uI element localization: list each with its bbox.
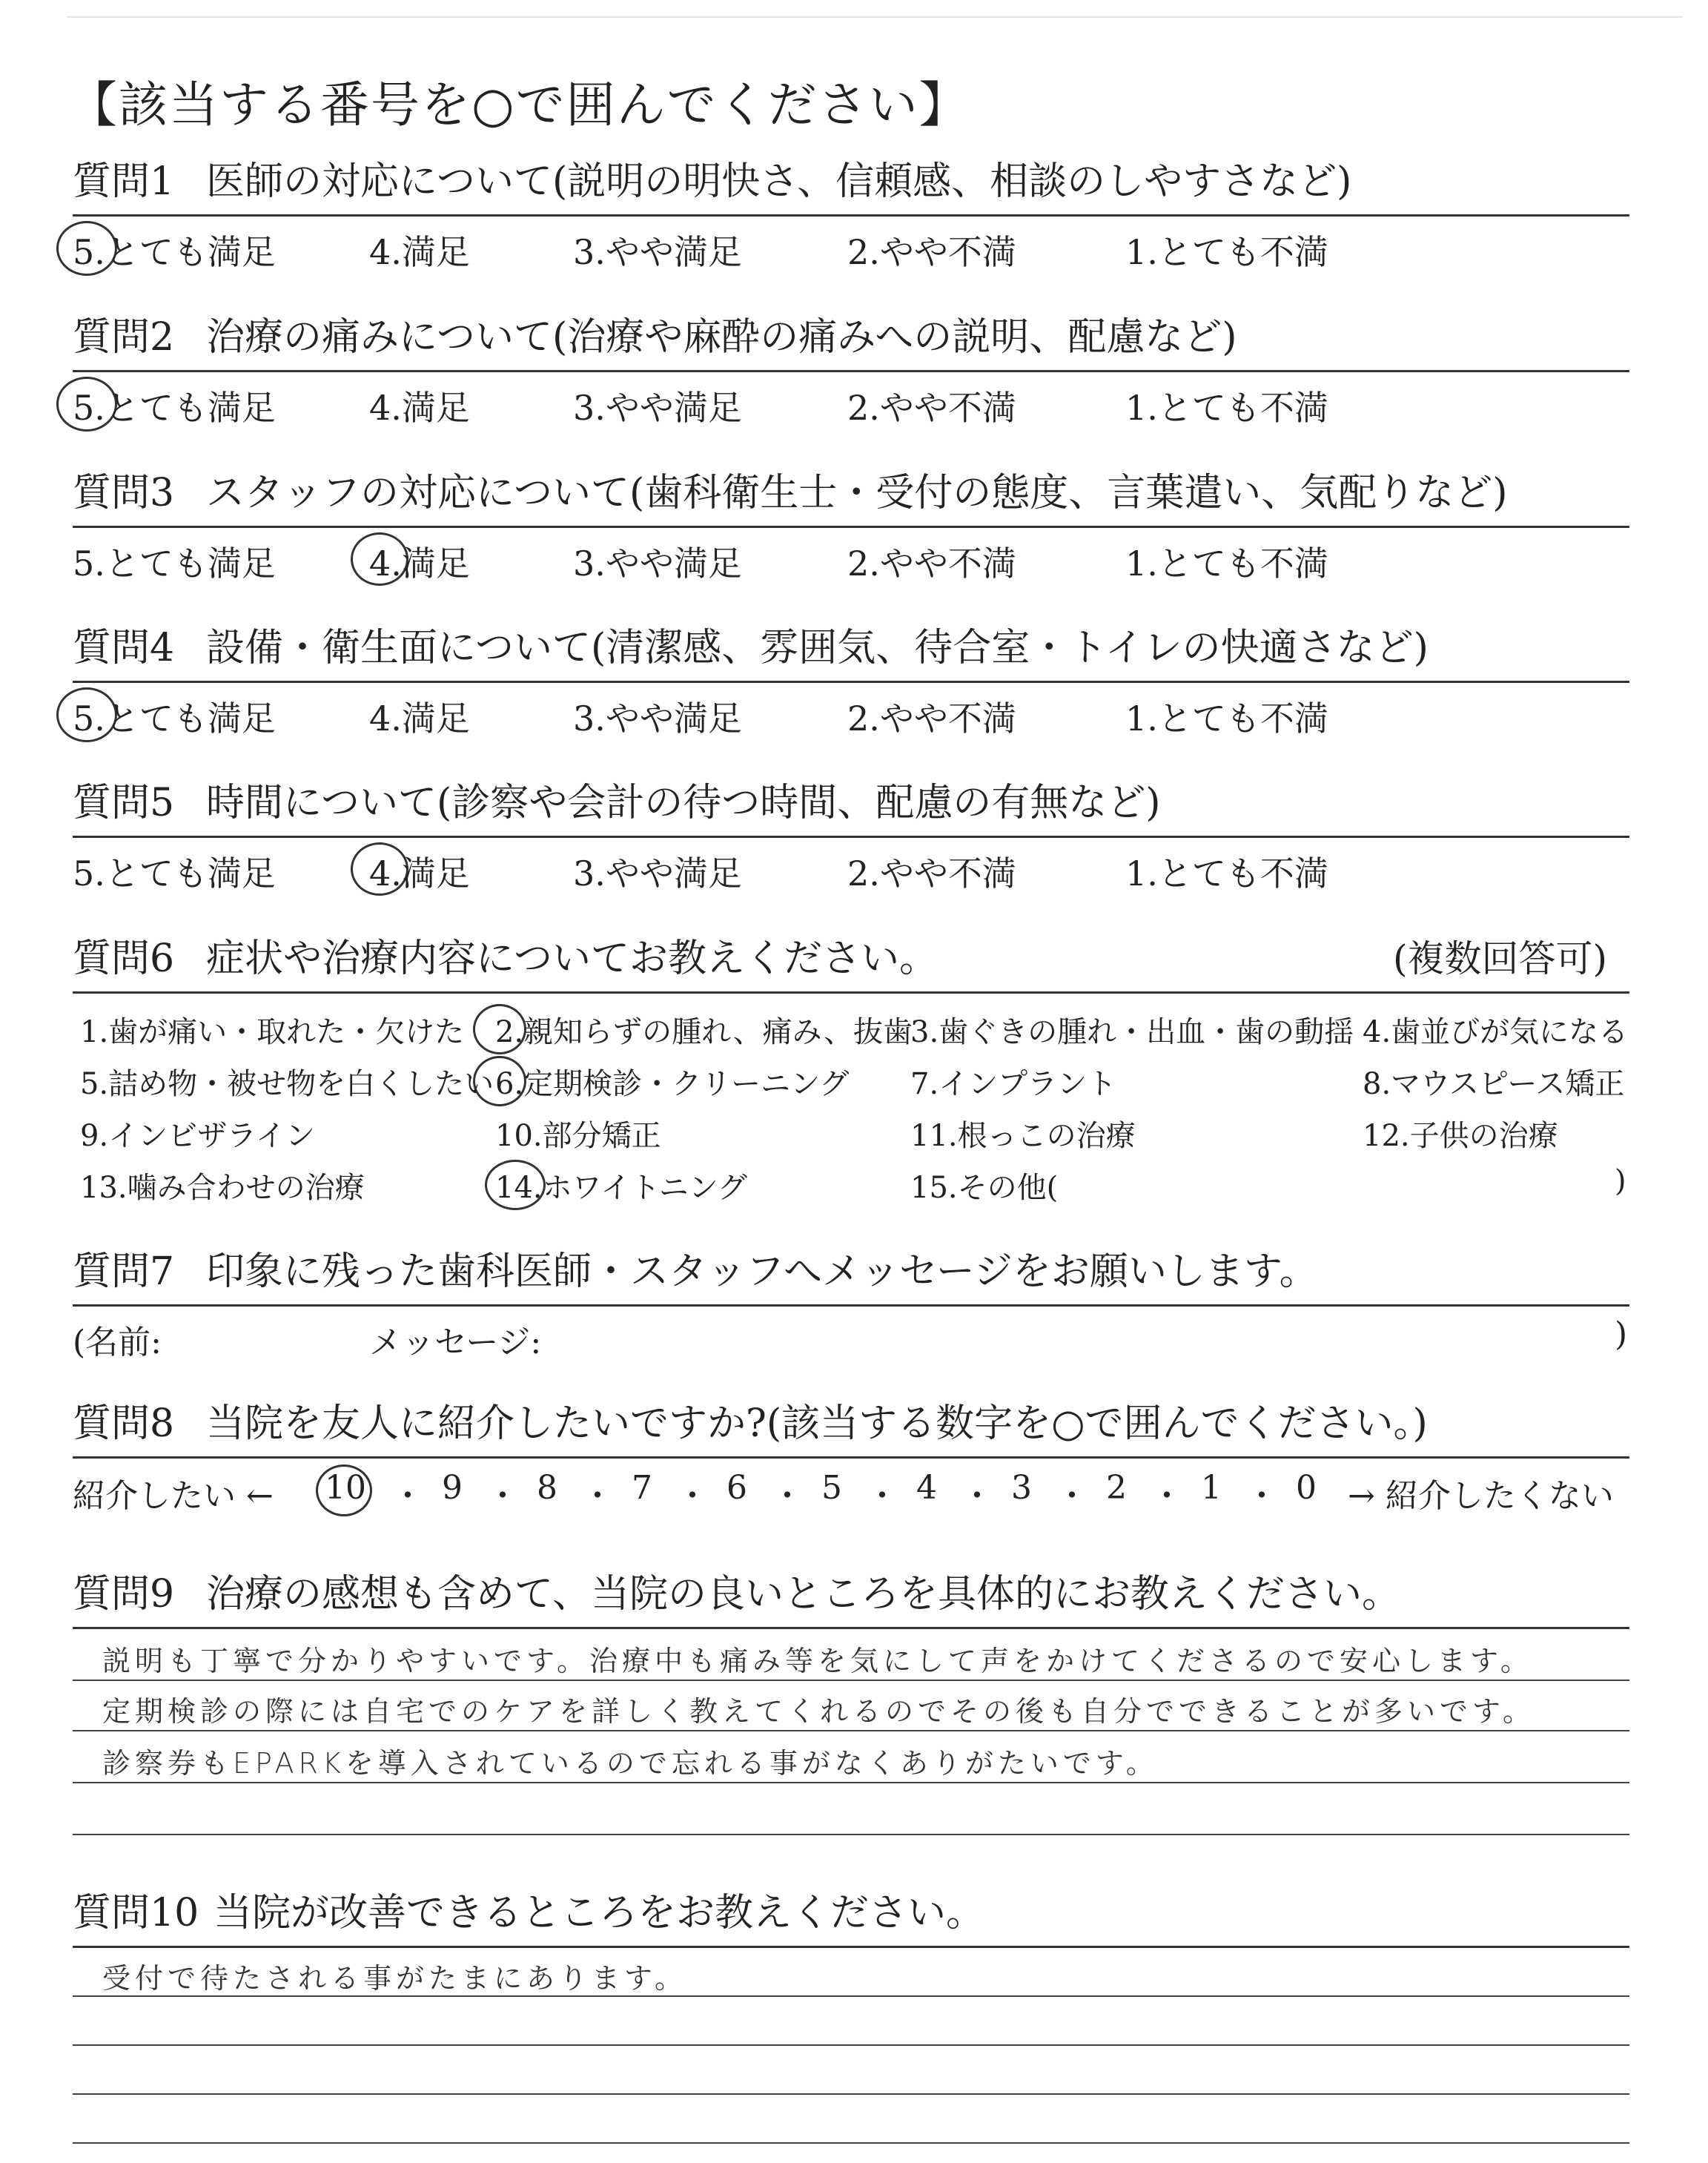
top-rule xyxy=(67,16,1683,18)
option-5[interactable]: 5.とても満足 xyxy=(73,388,276,428)
ruled-line xyxy=(73,1730,1629,1731)
option-2[interactable]: 2.やや不満 xyxy=(847,232,1016,272)
option-2[interactable]: 2.やや不満 xyxy=(847,699,1016,739)
question-text: 症状や治療内容についてお教えください。 xyxy=(206,937,938,981)
question-number: 質問9 xyxy=(73,1572,175,1617)
option-2[interactable]: 2.やや不満 xyxy=(847,544,1016,584)
question-header xyxy=(73,1394,1629,1459)
symptom-option[interactable]: 3.歯ぐきの腫れ・出血・歯の動揺 xyxy=(910,1015,1354,1049)
symptom-option[interactable]: 12.子供の治療 xyxy=(1363,1119,1558,1153)
scale-1[interactable]: 1 xyxy=(1201,1469,1222,1507)
symptom-option[interactable]: 10.部分矯正 xyxy=(495,1119,661,1153)
scale-dot: ・ xyxy=(1245,1477,1278,1515)
option-3[interactable]: 3.やや満足 xyxy=(573,232,742,272)
scale-5[interactable]: 5 xyxy=(821,1469,842,1507)
form-title: 【該当する番号を○で囲んでください】 xyxy=(68,76,970,133)
question-header xyxy=(73,1565,1629,1629)
symptom-option[interactable]: 2.親知らずの腫れ、痛み、抜歯 xyxy=(495,1015,913,1049)
option-1[interactable]: 1.とても不満 xyxy=(1125,853,1328,894)
scale-dot: ・ xyxy=(1151,1477,1183,1515)
question-text: 印象に残った歯科医師・スタッフへメッセージをお願いします。 xyxy=(206,1249,1318,1294)
scale-8[interactable]: 8 xyxy=(537,1469,557,1507)
handwritten-answer-line: 定期検診の際には自宅でのケアを詳しく教えてくれるのでその後も自分でできることが多いです。 xyxy=(102,1695,1535,1728)
ruled-line xyxy=(73,1680,1629,1681)
question-header xyxy=(73,1242,1629,1307)
option-3[interactable]: 3.やや満足 xyxy=(573,699,742,739)
question-header xyxy=(73,152,1629,217)
question-1 xyxy=(73,152,1629,272)
question-number: 質問1 xyxy=(73,159,175,204)
question-3 xyxy=(73,463,1629,584)
question-8 xyxy=(73,1394,1629,1515)
option-1[interactable]: 1.とても不満 xyxy=(1125,388,1328,428)
symptom-option[interactable]: 1.歯が痛い・取れた・欠けた xyxy=(80,1015,465,1049)
message-label: メッセージ: xyxy=(369,1324,542,1361)
question-5 xyxy=(73,773,1629,894)
question-number: 質問2 xyxy=(73,315,175,360)
symptom-option[interactable]: 9.インビザライン xyxy=(80,1119,315,1153)
scale-9[interactable]: 9 xyxy=(442,1469,463,1507)
question-text: 治療の感想も含めて、当院の良いところを具体的にお教えください。 xyxy=(206,1572,1400,1617)
scale-dot: ・ xyxy=(581,1477,614,1515)
option-3[interactable]: 3.やや満足 xyxy=(573,544,742,584)
scale-dot: ・ xyxy=(771,1477,804,1515)
handwritten-answer-line: 受付で待たされる事がたまにあります。 xyxy=(102,1962,687,1995)
question-text: 時間について(診察や会計の待つ時間、配慮の有無など) xyxy=(206,781,1161,825)
symptom-option[interactable]: 14.ホワイトニング xyxy=(495,1171,748,1205)
scale-dot: ・ xyxy=(391,1477,424,1515)
option-5[interactable]: 5.とても満足 xyxy=(73,232,276,272)
rating-options xyxy=(73,528,1629,584)
symptom-option[interactable]: 11.根っこの治療 xyxy=(910,1119,1136,1153)
scale-10[interactable]: 10 xyxy=(325,1469,366,1507)
question-header xyxy=(73,463,1629,528)
question-number: 質問10 xyxy=(73,1891,199,1935)
scale-dot: ・ xyxy=(676,1477,709,1515)
option-2[interactable]: 2.やや不満 xyxy=(847,853,1016,894)
answer-area xyxy=(73,1948,1629,2163)
rating-options xyxy=(73,217,1629,272)
question-number: 質問4 xyxy=(73,626,175,670)
message-close-paren: ) xyxy=(1615,1315,1628,1353)
question-header xyxy=(73,308,1629,372)
scale-6[interactable]: 6 xyxy=(726,1469,747,1507)
ruled-line xyxy=(73,2044,1629,2046)
other-close-paren: ) xyxy=(1615,1164,1626,1198)
question-9 xyxy=(73,1565,1629,1926)
question-text: 当院を友人に紹介したいですか?(該当する数字を○で囲んでください。) xyxy=(206,1401,1428,1446)
symptom-option-other[interactable]: 15.その他( xyxy=(910,1171,1059,1205)
symptom-option[interactable]: 13.噛み合わせの治療 xyxy=(80,1171,365,1205)
option-4[interactable]: 4.満足 xyxy=(369,853,470,894)
scale-2[interactable]: 2 xyxy=(1106,1469,1127,1507)
option-4[interactable]: 4.満足 xyxy=(369,232,470,272)
handwritten-answer-line: 診察券もEPARKを導入されているので忘れる事がなくありがたいです。 xyxy=(102,1747,1159,1780)
symptom-option[interactable]: 5.詰め物・被せ物を白くしたい xyxy=(80,1067,494,1101)
scale-dot: ・ xyxy=(486,1477,519,1515)
scale-dot: ・ xyxy=(961,1477,993,1515)
multiple-answers-note: (複数回答可) xyxy=(1392,937,1607,980)
question-6 xyxy=(73,929,1629,1209)
scale-dot: ・ xyxy=(1056,1477,1088,1515)
symptom-option[interactable]: 6.定期検診・クリーニング xyxy=(495,1067,850,1101)
scale-dot: ・ xyxy=(866,1477,898,1515)
question-text: スタッフの対応について(歯科衛生士・受付の態度、言葉遣い、気配りなど) xyxy=(206,471,1508,515)
question-text: 設備・衛生面について(清潔感、雰囲気、待合室・トイレの快適さなど) xyxy=(206,626,1429,670)
question-number: 質問7 xyxy=(73,1249,175,1294)
message-row xyxy=(73,1307,1629,1361)
symptom-option[interactable]: 8.マウスピース矯正 xyxy=(1363,1067,1625,1101)
scale-right-label: → 紹介したくない xyxy=(1348,1477,1614,1515)
option-1[interactable]: 1.とても不満 xyxy=(1125,232,1328,272)
handwritten-answer-line: 説明も丁寧で分かりやすいです。治療中も痛み等を気にして声をかけてくださるので安心します。 xyxy=(102,1645,1533,1677)
option-3[interactable]: 3.やや満足 xyxy=(573,853,742,894)
symptom-options xyxy=(73,994,1629,1209)
symptom-option[interactable]: 7.インプラント xyxy=(910,1067,1117,1101)
recommend-scale xyxy=(73,1459,1629,1515)
option-1[interactable]: 1.とても不満 xyxy=(1125,699,1328,739)
question-number: 質問8 xyxy=(73,1401,175,1446)
name-label: (名前: xyxy=(73,1324,162,1361)
option-3[interactable]: 3.やや満足 xyxy=(573,388,742,428)
option-4[interactable]: 4.満足 xyxy=(369,388,470,428)
question-number: 質問6 xyxy=(73,937,175,981)
symptom-option[interactable]: 4.歯並びが気になる xyxy=(1363,1015,1629,1049)
rating-options xyxy=(73,838,1629,894)
ruled-line xyxy=(73,1782,1629,1783)
question-header xyxy=(73,929,1629,994)
question-4 xyxy=(73,618,1629,739)
question-7 xyxy=(73,1242,1629,1361)
option-5[interactable]: 5.とても満足 xyxy=(73,544,276,584)
scale-0[interactable]: 0 xyxy=(1296,1469,1317,1507)
option-2[interactable]: 2.やや不満 xyxy=(847,388,1016,428)
scale-left-label: 紹介したい ← xyxy=(73,1477,274,1515)
question-text: 当院が改善できるところをお教えください。 xyxy=(214,1891,985,1935)
option-5[interactable]: 5.とても満足 xyxy=(73,699,276,739)
question-text: 医師の対応について(説明の明快さ、信頼感、相談のしやすさなど) xyxy=(206,159,1352,204)
question-number: 質問5 xyxy=(73,781,175,825)
question-header xyxy=(73,618,1629,683)
question-header xyxy=(73,773,1629,838)
scale-3[interactable]: 3 xyxy=(1011,1469,1032,1507)
option-4[interactable]: 4.満足 xyxy=(369,544,470,584)
option-1[interactable]: 1.とても不満 xyxy=(1125,544,1328,584)
option-5[interactable]: 5.とても満足 xyxy=(73,853,276,894)
ruled-line xyxy=(73,1834,1629,1835)
ruled-line xyxy=(73,2142,1629,2144)
ruled-line xyxy=(73,1995,1629,1997)
question-number: 質問3 xyxy=(73,471,175,515)
question-text: 治療の痛みについて(治療や麻酔の痛みへの説明、配慮など) xyxy=(206,315,1237,360)
question-header xyxy=(73,1883,1629,1948)
rating-options xyxy=(73,372,1629,428)
rating-options xyxy=(73,683,1629,739)
option-4[interactable]: 4.満足 xyxy=(369,699,470,739)
question-2 xyxy=(73,308,1629,428)
question-10 xyxy=(73,1883,1629,2163)
scale-7[interactable]: 7 xyxy=(632,1469,652,1507)
scale-4[interactable]: 4 xyxy=(916,1469,937,1507)
ruled-line xyxy=(73,2093,1629,2095)
